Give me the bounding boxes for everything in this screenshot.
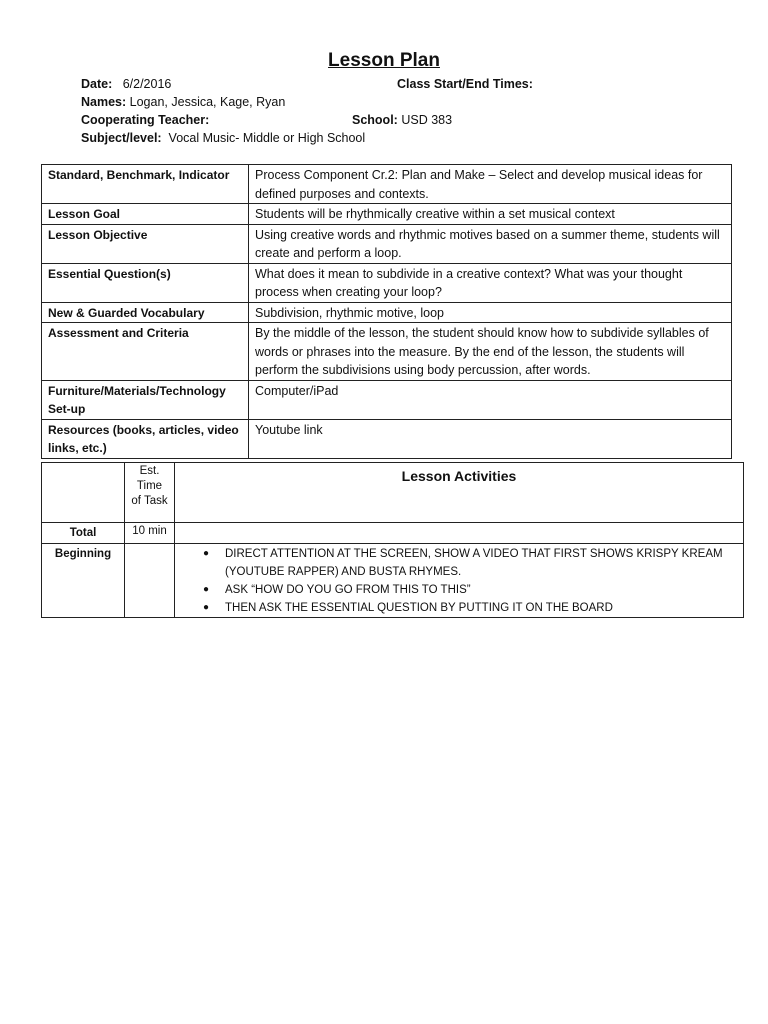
row-value: By the middle of the lesson, the student should know how to subdivide syllables of words or phrases into the measure. By the end of the lesson, the students will perform the subdivisions using body percussion, after words.	[249, 323, 732, 381]
subject-value: Vocal Music- Middle or High School	[168, 131, 366, 145]
row-key: Furniture/Materials/Technology Set-up	[42, 380, 249, 419]
names-line	[81, 95, 285, 109]
school-line	[352, 113, 452, 127]
school-label: School:	[352, 113, 398, 127]
list-item: ● THEN ASK THE ESSENTIAL QUESTION BY PUTTING IT ON THE BOARD	[225, 599, 737, 617]
lesson-activities-table	[41, 462, 744, 618]
row-key: Assessment and Criteria	[42, 323, 249, 381]
names-value: Logan, Jessica, Kage, Ryan	[129, 95, 286, 109]
blank-header-cell	[42, 463, 125, 523]
time-header: Est. Time of Task	[125, 463, 175, 523]
row-value: Students will be rhythmically creative within a set musical context	[249, 204, 732, 225]
row-value: Process Component Cr.2: Plan and Make – Select and develop musical ideas for defined purposes and contexts.	[249, 165, 732, 204]
date-value: 6/2/2016	[122, 77, 172, 91]
table-row	[42, 523, 744, 544]
row-key: Lesson Goal	[42, 204, 249, 225]
date-line	[81, 77, 171, 91]
table-row	[42, 380, 732, 419]
total-label: Total	[42, 523, 125, 544]
row-value: What does it mean to subdivide in a creative context? What was your thought process when creating your loop?	[249, 263, 732, 302]
table-row	[42, 165, 732, 204]
table-row	[42, 323, 732, 381]
school-value: USD 383	[401, 113, 453, 127]
list-item: ● DIRECT ATTENTION AT THE SCREEN, SHOW A VIDEO THAT FIRST SHOWS KRISPY KREAM (YOUTUBE RAPPER) AND BUSTA RHYMES.	[225, 545, 737, 581]
beginning-content	[175, 543, 744, 617]
teacher-label: Cooperating Teacher:	[81, 113, 210, 127]
table-row	[42, 463, 744, 523]
row-key: Standard, Benchmark, Indicator	[42, 165, 249, 204]
beginning-list	[181, 545, 737, 617]
names-label: Names:	[81, 95, 127, 109]
date-label: Date:	[81, 77, 113, 91]
table-row	[42, 224, 732, 263]
row-key: Essential Question(s)	[42, 263, 249, 302]
row-key: New & Guarded Vocabulary	[42, 302, 249, 323]
row-value: Using creative words and rhythmic motives based on a summer theme, students will create and perform a loop.	[249, 224, 732, 263]
row-value: Youtube link	[249, 419, 732, 458]
row-key: Lesson Objective	[42, 224, 249, 263]
table-row	[42, 419, 732, 458]
teacher-line	[81, 113, 209, 127]
times-label: Class Start/End Times:	[397, 77, 533, 91]
times-line	[397, 77, 533, 91]
table-row	[42, 263, 732, 302]
lesson-plan-table	[41, 164, 732, 459]
subject-line	[81, 131, 365, 145]
page-title: Lesson Plan	[328, 50, 440, 71]
list-item: ● ASK “HOW DO YOU GO FROM THIS TO THIS”	[225, 581, 737, 599]
beginning-label: Beginning	[42, 543, 125, 617]
row-value: Computer/iPad	[249, 380, 732, 419]
activities-title: Lesson Activities	[175, 463, 744, 523]
total-time: 10 min	[125, 523, 175, 544]
table-row	[42, 543, 744, 617]
table-row	[42, 302, 732, 323]
subject-label: Subject/level:	[81, 131, 162, 145]
row-key: Resources (books, articles, video links, etc.)	[42, 419, 249, 458]
table-row	[42, 204, 732, 225]
total-content	[175, 523, 744, 544]
row-value: Subdivision, rhythmic motive, loop	[249, 302, 732, 323]
beginning-time	[125, 543, 175, 617]
